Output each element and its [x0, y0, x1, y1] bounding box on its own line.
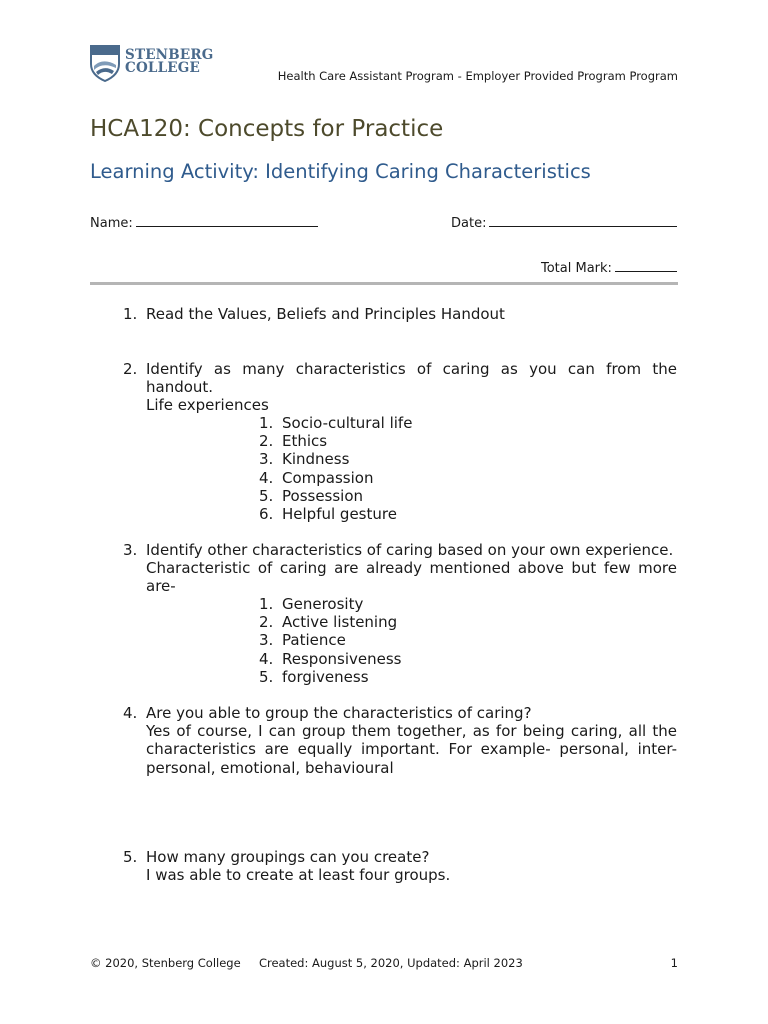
header-divider — [90, 282, 678, 285]
list-item: 2. Ethics — [259, 432, 328, 451]
question-number: 5. — [123, 848, 138, 866]
program-name: Health Care Assistant Program - Employer Provided Program Program — [277, 69, 678, 83]
answer-text: Yes of course, I can group them together, as for being caring, all the characteristics are equally important. For example- personal, inter-personal, emotional, behavioural — [146, 722, 677, 777]
question-number: 2. — [123, 360, 138, 378]
total-mark-label: Total Mark: — [541, 261, 612, 276]
question-text: How many groupings can you create? — [146, 848, 430, 866]
question-text: Are you able to group the characteristics of caring? — [146, 704, 532, 722]
shield-icon — [90, 44, 120, 82]
list-item: 2. Active listening — [259, 613, 398, 632]
answer-list-q3 — [0, 595, 768, 686]
list-item: 3. Patience — [259, 631, 346, 650]
list-item: 5. forgiveness — [259, 667, 369, 686]
answer-text: Life experiences — [146, 396, 269, 415]
list-item: 4. Responsiveness — [259, 649, 402, 668]
logo-wordmark — [125, 49, 213, 75]
total-mark-blank-line — [615, 259, 677, 272]
logo-line-1: STENBERG — [125, 47, 214, 63]
answer-list-q2 — [0, 414, 768, 523]
footer-info — [90, 956, 523, 970]
name-label: Name: — [90, 216, 133, 231]
course-title: HCA120: Concepts for Practice — [90, 116, 444, 142]
date-blank-line — [489, 214, 677, 227]
list-item: 4. Compassion — [259, 468, 374, 487]
list-item: 6. Helpful gesture — [259, 505, 397, 524]
list-item: 3. Kindness — [259, 450, 350, 469]
page-number: 1 — [670, 956, 678, 970]
list-item: 5. Possession — [259, 486, 364, 505]
question-text: Identify as many characteristics of caring as you can from the handout. — [146, 360, 677, 397]
total-mark-field — [541, 259, 677, 276]
footer-dates: Created: August 5, 2020, Updated: April 2023 — [258, 956, 523, 970]
name-blank-line — [136, 214, 318, 227]
name-field — [90, 214, 318, 231]
footer-copyright: © 2020, Stenberg College — [90, 956, 241, 970]
question-number: 3. — [123, 541, 138, 559]
date-label: Date: — [451, 216, 487, 231]
question-number: 4. — [123, 704, 138, 722]
stenberg-college-logo — [90, 44, 214, 82]
activity-title: Learning Activity: Identifying Caring Characteristics — [90, 160, 591, 183]
question-number: 1. — [123, 305, 138, 323]
answer-text: I was able to create at least four groups. — [146, 866, 451, 885]
question-text: Read the Values, Beliefs and Principles Handout — [146, 305, 505, 323]
date-field — [451, 214, 677, 231]
answer-text: Characteristic of caring are already mentioned above but few more are- — [146, 559, 677, 596]
question-text: Identify other characteristics of caring based on your own experience. — [146, 541, 674, 559]
list-item: 1. Socio-cultural life — [259, 414, 413, 432]
logo-line-2: COLLEGE — [125, 60, 200, 76]
list-item: 1. Generosity — [259, 595, 364, 613]
